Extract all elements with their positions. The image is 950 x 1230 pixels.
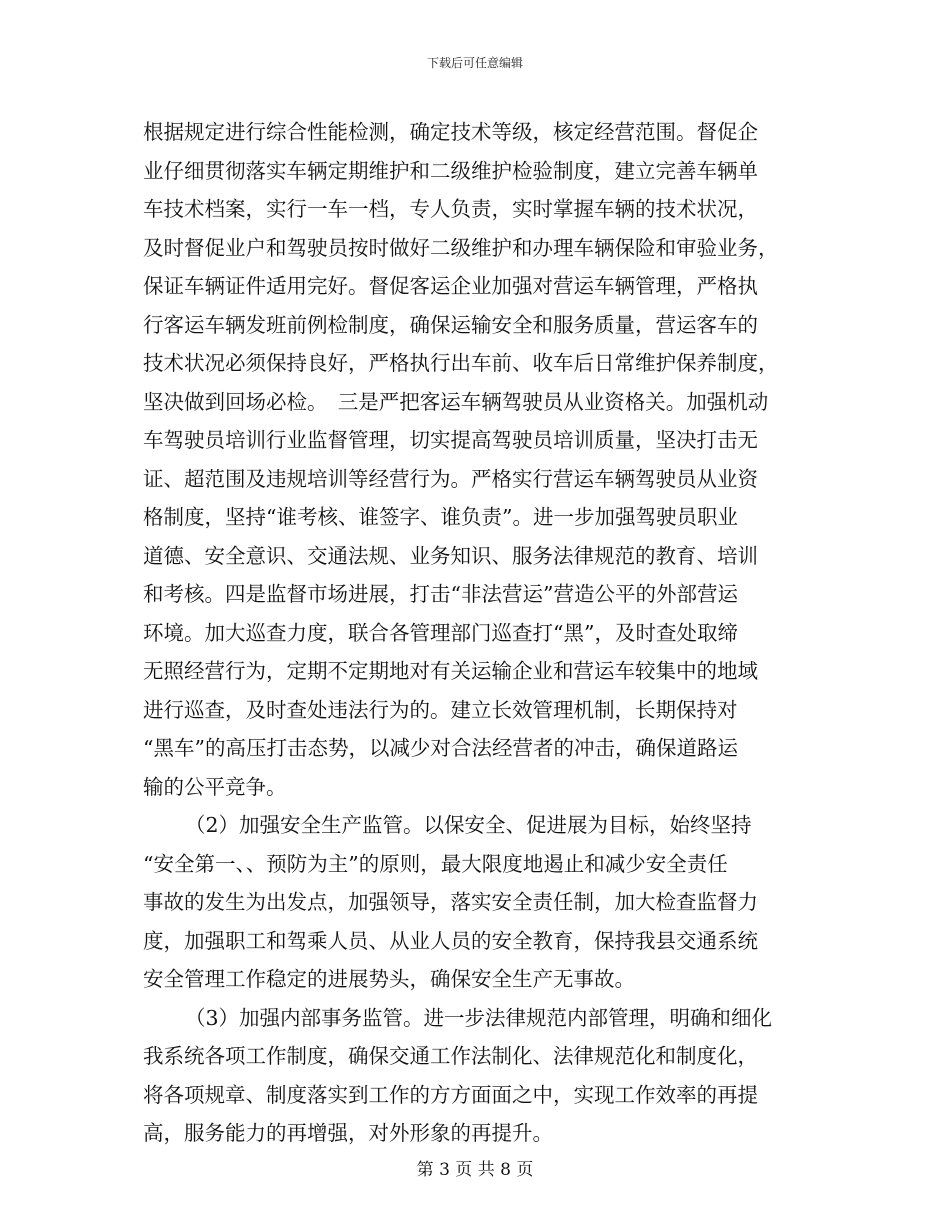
text-line: 证、超范围及违规培训等经营行为。严格实行营运车辆驾驶员从业资 xyxy=(143,466,758,491)
text-line: 格制度，坚持“谁考核、谁签字、谁负责”。进一步加强驾驶员职业 xyxy=(143,505,738,529)
text-line: 安全管理工作稳定的进展势头，确保安全生产无事故。 xyxy=(143,967,635,991)
text-line: “安全第一、、预防为主”的原则，最大限度地遏止和减少安全责任 xyxy=(143,851,728,876)
text-line: 技术状况必须保持良好，严格执行出车前、收车后日常维护保养制度， xyxy=(143,351,779,375)
text-line: 和考核。四是监督市场进展，打击“非法营运”营造公平的外部营运 xyxy=(143,582,738,606)
text-line: 高，服务能力的再增强，对外形象的再提升。 xyxy=(143,1121,553,1145)
text-line: 道德、安全意识、交通法规、业务知识、服务法律规范的教育、培训 xyxy=(143,543,758,568)
text-line: 环境。加大巡查力度，联合各管理部门巡查打“黑”，及时查处取缔 xyxy=(143,620,738,645)
text-line: 保证车辆证件适用完好。督促客运企业加强对营运车辆管理，严格执 xyxy=(143,274,758,298)
text-line: 将各项规章、制度落实到工作的方方面面之中，实现工作效率的再提 xyxy=(143,1082,758,1107)
text-line: （3）加强内部事务监管。进一步法律规范内部管理，明确和细化 xyxy=(185,1005,773,1030)
text-line: “黑车”的高压打击态势，以减少对合法经营者的冲击，确保道路运 xyxy=(143,736,738,760)
text-line: 根据规定进行综合性能检测，确定技术等级，核定经营范围。督促企 xyxy=(143,120,758,144)
text-line: 车驾驶员培训行业监督管理，切实提高驾驶员培训质量，坚决打击无 xyxy=(143,428,758,452)
text-line: 无照经营行为，定期不定期地对有关运输企业和营运车较集中的地域 xyxy=(143,659,758,683)
text-line: 输的公平竞争。 xyxy=(143,774,287,799)
text-line: 及时督促业户和驾驶员按时做好二级维护和办理车辆保险和审验业务， xyxy=(143,235,779,260)
text-line: 进行巡查，及时查处违法行为的。建立长效管理机制，长期保持对 xyxy=(143,697,738,722)
page-header: 下载后可任意编辑 xyxy=(426,56,523,70)
page-footer: 第 3 页 共 8 页 xyxy=(416,1160,534,1180)
text-line: 事故的发生为出发点，加强领导，落实安全责任制，加大检查监督力 xyxy=(143,890,758,914)
text-line: 业仔细贯彻落实车辆定期维护和二级维护检验制度，建立完善车辆单 xyxy=(143,158,758,183)
text-line: 度，加强职工和驾乘人员、从业人员的安全教育，保持我县交通系统 xyxy=(143,928,758,953)
body-text xyxy=(143,113,823,1153)
text-line: 车技术档案，实行一车一档，专人负责，实时掌握车辆的技术状况， xyxy=(143,197,758,221)
text-line: 行客运车辆发班前例检制度，确保运输安全和服务质量，营运客车的 xyxy=(143,312,758,337)
text-line: （2）加强安全生产监管。以保安全、促进展为目标，始终坚持 xyxy=(185,813,752,837)
text-line: 坚决做到回场必检。 三是严把客运车辆驾驶员从业资格关。加强机动 xyxy=(143,389,769,414)
text-line: 我系统各项工作制度，确保交通工作法制化、法律规范化和制度化， xyxy=(143,1044,758,1068)
